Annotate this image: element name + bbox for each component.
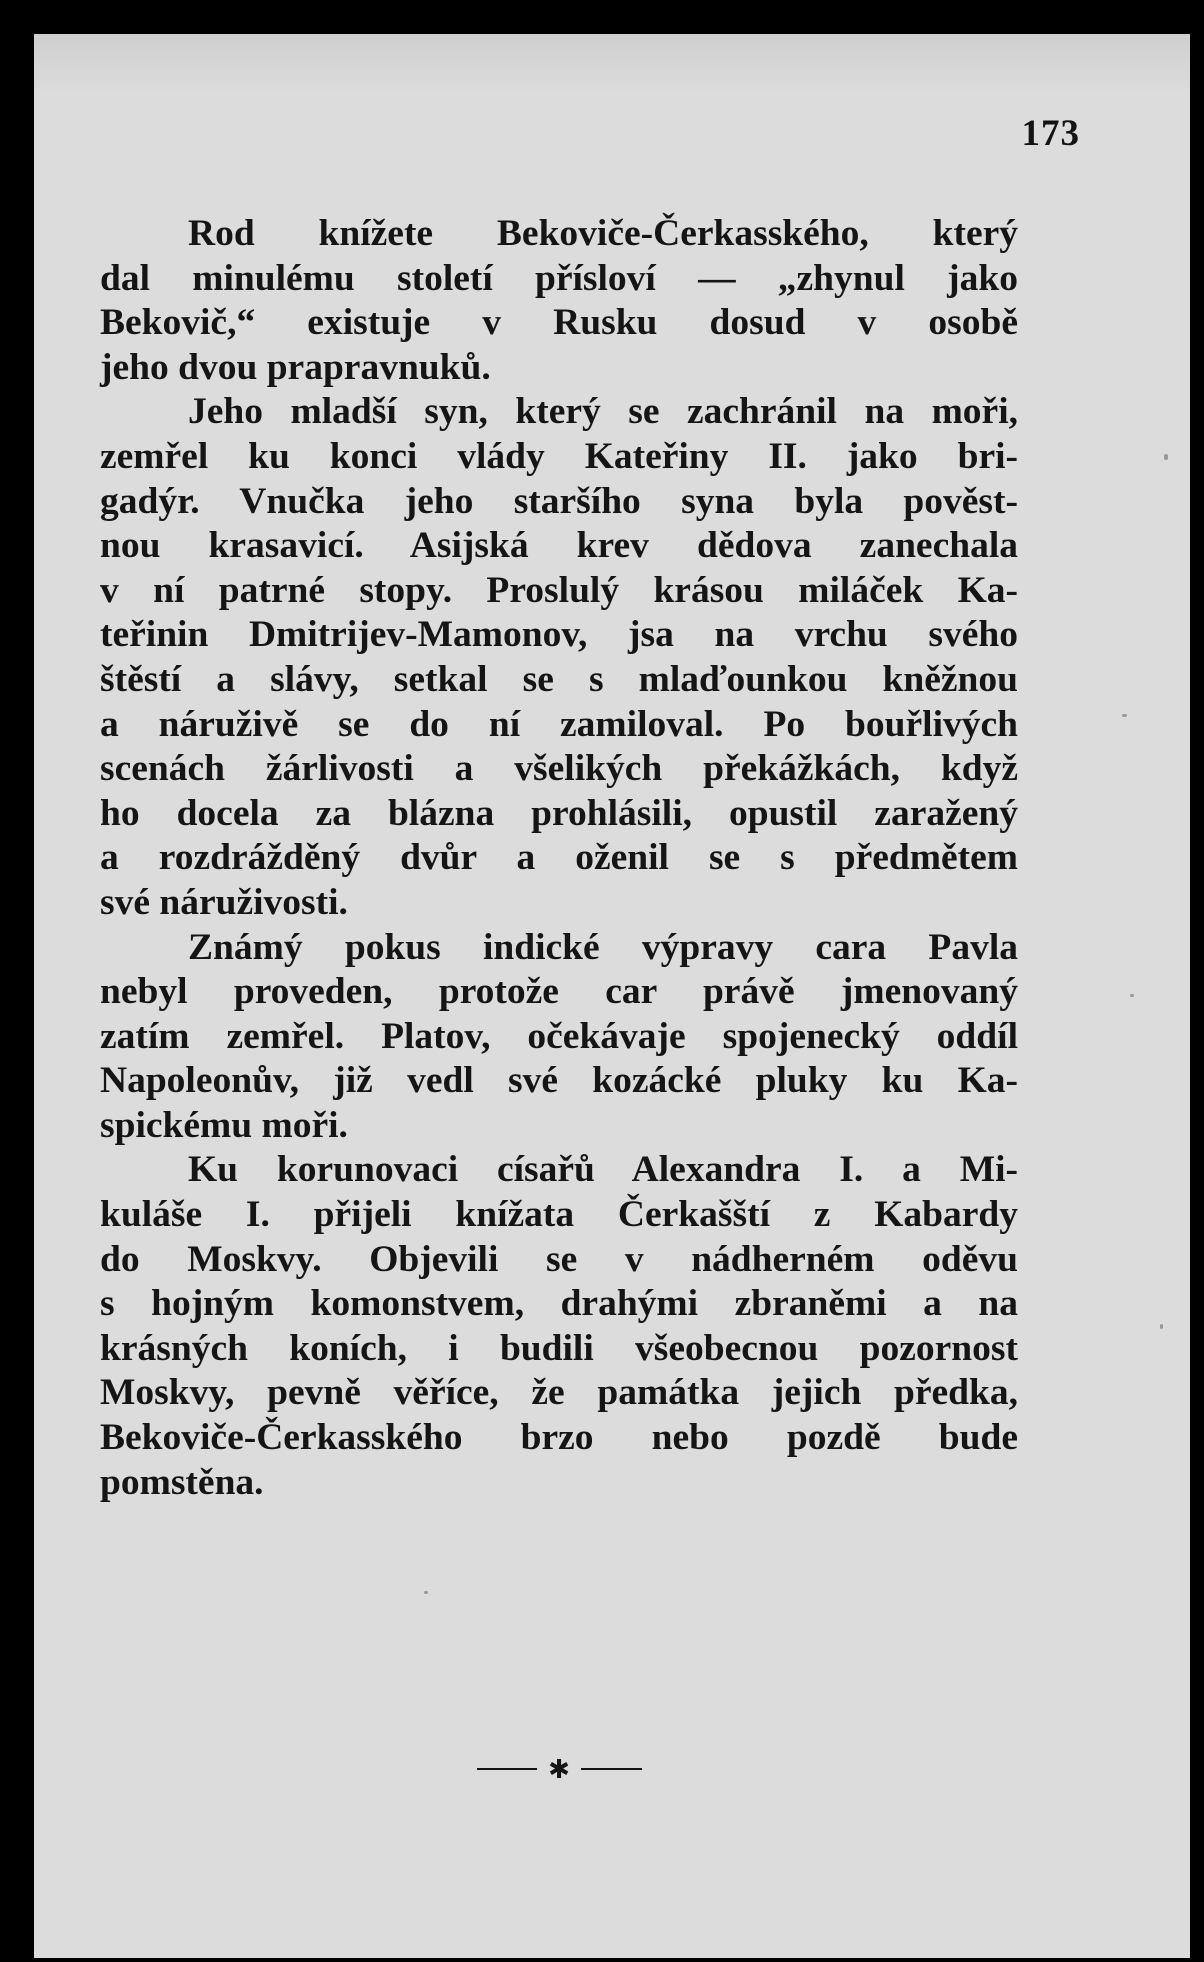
text-line: s hojným komonstvem, drahými zbraněmi a na xyxy=(100,1283,1018,1325)
text-line: scenách žárlivosti a všelikých překážkách, když xyxy=(100,748,1018,790)
text-line: v ní patrné stopy. Proslulý krásou miláček Ka- xyxy=(100,569,1018,611)
text-line: dal minulému století přísloví — „zhynul jako xyxy=(100,257,1018,299)
text-line: nebyl proveden, protože car právě jmenovaný xyxy=(100,971,1018,1013)
text-line: krásných koních, i budili všeobecnou pozornost xyxy=(100,1327,1018,1369)
body-text xyxy=(100,212,1018,1505)
text-line: teřinin Dmitrijev-Mamonov, jsa na vrchu svého xyxy=(100,614,1018,656)
text-line: nou krasavicí. Asijská krev dědova zanechala xyxy=(100,525,1018,567)
scan-speck xyxy=(1160,1324,1163,1329)
text-line: štěstí a slávy, setkal se s mlaďounkou kněžnou xyxy=(100,658,1018,700)
text-line: Moskvy, pevně věříce, že památka jejich předka, xyxy=(100,1372,1018,1414)
text-line: Jeho mladší syn, který se zachránil na moři, xyxy=(188,391,1018,433)
text-line: zemřel ku konci vlády Kateřiny II. jako bri- xyxy=(100,435,1018,477)
text-line: kuláše I. přijeli knížata Čerkašští z Kabardy xyxy=(100,1194,1018,1236)
text-line: Napoleonův, již vedl své kozácké pluky ku Ka- xyxy=(100,1060,1018,1102)
text-line: a rozdrážděný dvůr a oženil se s předmětem xyxy=(100,837,1018,879)
scan-shading xyxy=(34,34,1190,94)
text-line: Rod knížete Bekoviče-Čerkasského, který xyxy=(188,213,1018,254)
ornament-star-icon: ✱ xyxy=(548,1755,570,1784)
scan-speck xyxy=(1122,714,1127,717)
text-line: Známý pokus indické výpravy cara Pavla xyxy=(188,926,1018,968)
scan-speck xyxy=(1130,994,1134,997)
text-line: do Moskvy. Objevili se v nádherném oděvu xyxy=(100,1238,1018,1280)
paragraph xyxy=(100,926,1018,1149)
text-line: a náruživě se do ní zamiloval. Po bouřlivých xyxy=(100,703,1018,745)
text-line: ho docela za blázna prohlásili, opustil zaražený xyxy=(100,792,1018,834)
section-end-ornament xyxy=(477,1754,642,1784)
text-line: pomstěna. xyxy=(100,1461,264,1503)
text-line: jeho dvou prapravnuků. xyxy=(100,346,491,388)
page-number: 173 xyxy=(1021,113,1080,154)
text-line: Bekoviče-Čerkasského brzo nebo pozdě bude xyxy=(100,1417,1018,1459)
scan-speck xyxy=(424,1591,428,1594)
text-line: gadýr. Vnučka jeho staršího syna byla pověst- xyxy=(100,480,1018,522)
book-page xyxy=(34,34,1190,1958)
text-line: Ku korunovaci císařů Alexandra I. a Mi- xyxy=(188,1149,1018,1191)
text-line: Bekovič,“ existuje v Rusku dosud v osobě xyxy=(100,302,1018,344)
paragraph xyxy=(100,1148,1018,1505)
text-line: své náruživosti. xyxy=(100,881,348,923)
paragraph xyxy=(100,390,1018,925)
scan-speck xyxy=(1164,454,1168,460)
paragraph xyxy=(100,212,1018,390)
text-line: spickému moři. xyxy=(100,1104,348,1146)
text-line: zatím zemřel. Platov, očekávaje spojenecký oddíl xyxy=(100,1015,1018,1057)
